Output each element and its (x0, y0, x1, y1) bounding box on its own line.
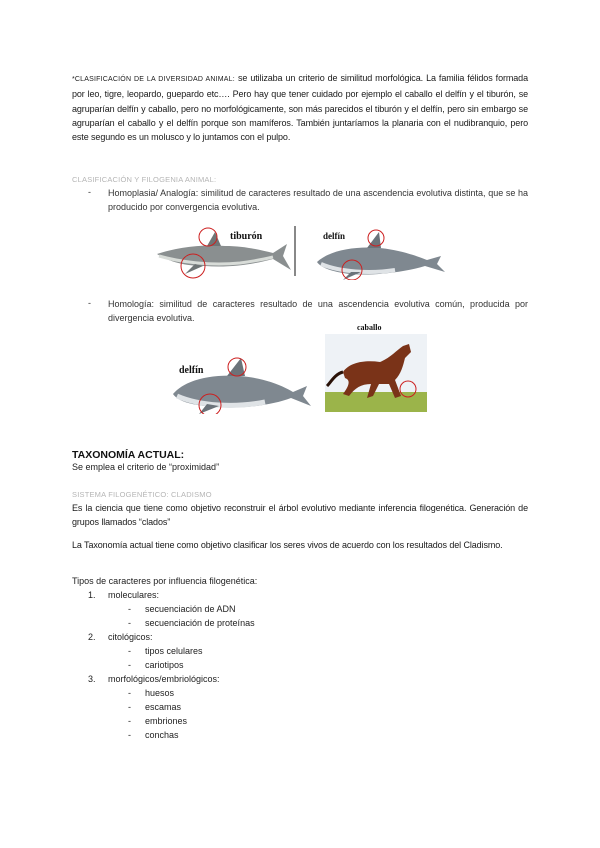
sub-dash: - (128, 646, 131, 656)
intro-paragraph (72, 71, 528, 144)
dolphin-label-2: delfín (179, 365, 204, 376)
sub-item: escamas (145, 702, 182, 712)
taxonomia-subtitle: Se emplea el criterio de “proximidad” (72, 462, 220, 472)
taxonomia-title: TAXONOMÍA ACTUAL: (72, 449, 185, 461)
homoplasia-text: Homoplasia/ Analogía: similitud de caracteres resultado de una ascendencia evolutiva distinta, que se ha producido por convergencia evolutiva. (108, 188, 528, 213)
bullet-dash: - (88, 298, 91, 308)
intro-text: se utilizaba un criterio de similitud morfológica. La familia félidos formada por leo, tigre, leopardo, guepardo etc…. Pero hay que tener cuidado por ejemplo el caballo el delfín y el tiburón, se agruparían delfín y caballo, pero no morfológicamente, son más parecidos el tiburón y el delfín, pero sin embargo se agruparían el caballo y el delfín porque son mamíferos. También juntaríamos la planaria con el nudibranquio, pero este segundo es un molusco y lo juntamos con el pulpo. (72, 73, 528, 143)
list-item-label: moleculares: (108, 590, 160, 600)
list-item-label: citológicos: (108, 632, 153, 642)
sub-dash: - (128, 730, 131, 740)
filogenia-heading: CLASIFICACIÓN Y FILOGENIA ANIMAL: (72, 175, 217, 184)
sub-dash: - (128, 702, 131, 712)
sub-dash: - (128, 618, 131, 628)
sub-item: cariotipos (145, 660, 184, 670)
list-item-label: morfológicos/embriológicos: (108, 674, 220, 684)
dolphin-illustration-2 (173, 358, 311, 414)
bullet-dash: - (88, 187, 91, 197)
list-number: 2. (88, 632, 96, 642)
sub-dash: - (128, 660, 131, 670)
sub-item: huesos (145, 688, 175, 698)
tipos-label: Tipos de caracteres por influencia filogenética: (72, 576, 258, 586)
list-number: 1. (88, 590, 96, 600)
intro-lead: *CLASIFICACIÓN DE LA DIVERSIDAD ANIMAL: (72, 76, 235, 83)
sistema-heading: SISTEMA FILOGENÉTICO: CLADISMO (72, 490, 212, 499)
list-number: 3. (88, 674, 96, 684)
cladismo-paragraph: Es la ciencia que tiene como objetivo reconstruir el árbol evolutivo mediante inferencia filogenética. Generación de grupos llamados “clados” (72, 503, 528, 528)
shark-label: tiburón (230, 231, 263, 242)
dolphin-illustration-1 (317, 230, 445, 280)
sub-dash: - (128, 716, 131, 726)
taxonomia-paragraph: La Taxonomía actual tiene como objetivo clasificar los seres vivos de acuerdo con los resultados del Cladismo. (72, 540, 503, 550)
homologia-text: Homología: similitud de caracteres resultado de una ascendencia evolutiva común, producida por divergencia evolutiva. (108, 299, 528, 324)
sub-item: embriones (145, 716, 188, 726)
sub-item: secuenciación de proteínas (145, 618, 255, 628)
sub-dash: - (128, 688, 131, 698)
sub-item: secuenciación de ADN (145, 604, 236, 614)
sub-dash: - (128, 604, 131, 614)
sub-item: tipos celulares (145, 646, 203, 656)
figure-dolphin-horse (165, 322, 435, 414)
horse-illustration (325, 323, 427, 412)
figure-shark-dolphin (155, 226, 455, 280)
sub-item: conchas (145, 730, 179, 740)
dolphin-label-1: delfín (323, 231, 346, 241)
horse-label: caballo (357, 323, 382, 332)
